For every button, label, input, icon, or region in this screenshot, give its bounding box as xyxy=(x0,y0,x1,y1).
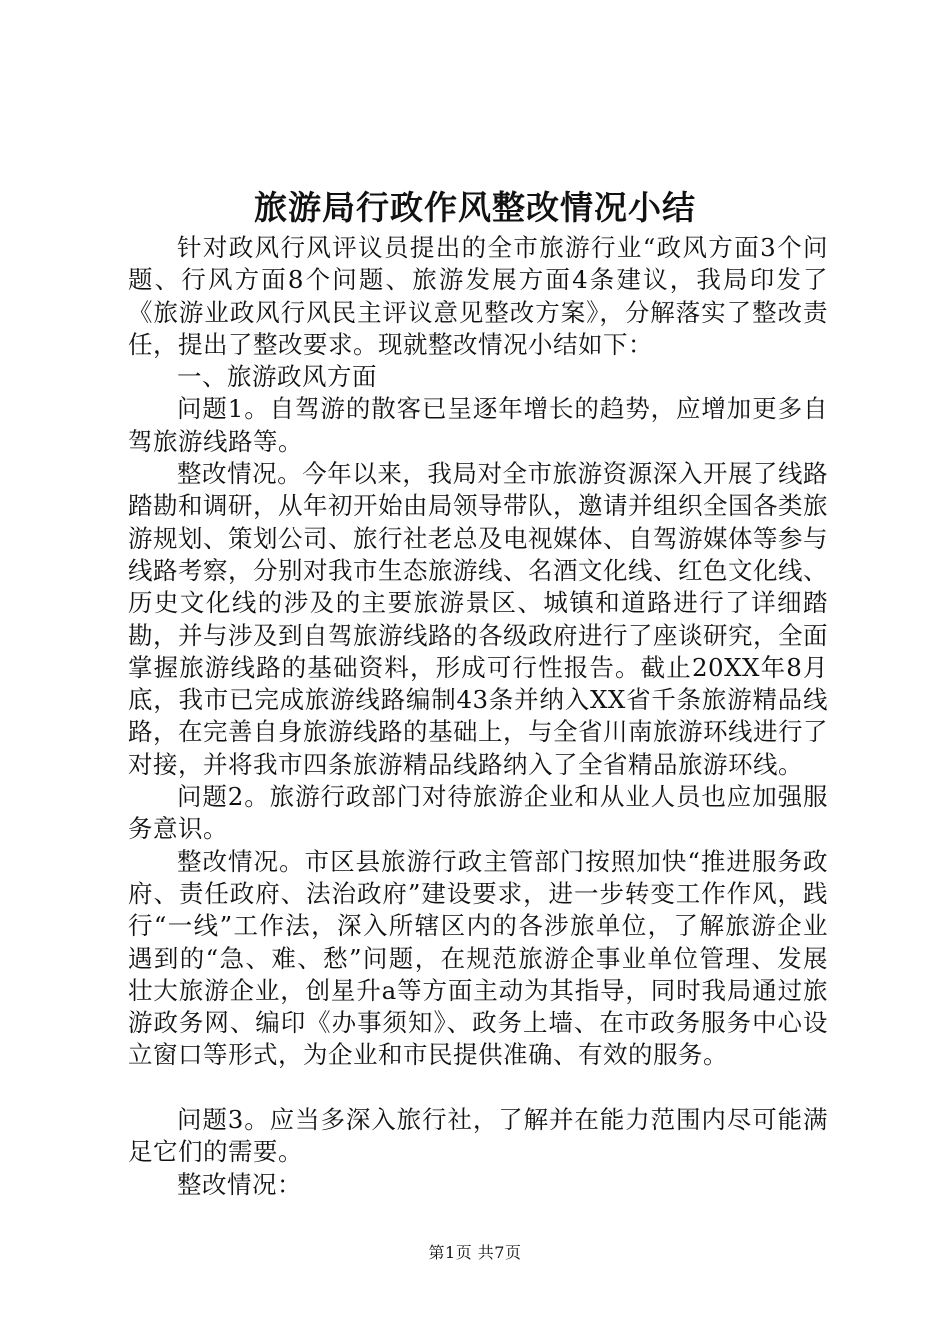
paragraph-issue-2: 问题2。旅游行政部门对待旅游企业和从业人员也应加强服务意识。 xyxy=(128,782,828,844)
page-footer: 第1页 共7页 xyxy=(428,1243,522,1262)
paragraph-issue-3: 问题3。应当多深入旅行社，了解并在能力范围内尽可能满足它们的需要。 xyxy=(128,1105,828,1167)
document-body xyxy=(128,232,828,1201)
paragraph-rectification-3: 整改情况： xyxy=(177,1169,302,1199)
blank-line xyxy=(128,1072,828,1104)
section-heading: 一、旅游政风方面 xyxy=(177,362,377,392)
paragraph-issue-1: 问题1。自驾游的散客已呈逐年增长的趋势，应增加更多自驾旅游线路等。 xyxy=(128,394,828,456)
paragraph-intro: 针对政风行风评议员提出的全市旅游行业“政风方面3个问题、行风方面8个问题、旅游发展方面4条建议，我局印发了《旅游业政风行风民主评议意见整改方案》，分解落实了整改责任，提出了整改要求。现就整改情况小结如下： xyxy=(128,233,828,359)
document-title: 旅游局行政作风整改情况小结 xyxy=(254,188,696,227)
paragraph-rectification-1: 整改情况。今年以来，我局对全市旅游资源深入开展了线路踏勘和调研，从年初开始由局领导带队，邀请并组织全国各类旅游规划、策划公司、旅行社老总及电视媒体、自驾游媒体等参与线路考察，分别对我市生态旅游线、名酒文化线、红色文化线、历史文化线的涉及的主要旅游景区、城镇和道路进行了详细踏勘，并与涉及到自驾旅游线路的各级政府进行了座谈研究，全面掌握旅游线路的基础资料，形成可行性报告。截止20XX年8月底，我市已完成旅游线路编制43条并纳入XX省千条旅游精品线路，在完善自身旅游线路的基础上，与全省川南旅游环线进行了对接，并将我市四条旅游精品线路纳入了全省精品旅游环线。 xyxy=(128,459,828,779)
paragraph-rectification-2: 整改情况。市区县旅游行政主管部门按照加快“推进服务政府、责任政府、法治政府”建设要求，进一步转变工作作风，践行“一线”工作法，深入所辖区内的各涉旅单位，了解旅游企业遇到的“急、难、愁”问题，在规范旅游企事业单位管理、发展壮大旅游企业，创星升a等方面主动为其指导，同时我局通过旅游政务网、编印《办事须知》、政务上墙、在市政务服务中心设立窗口等形式，为企业和市民提供准确、有效的服务。 xyxy=(128,846,828,1070)
